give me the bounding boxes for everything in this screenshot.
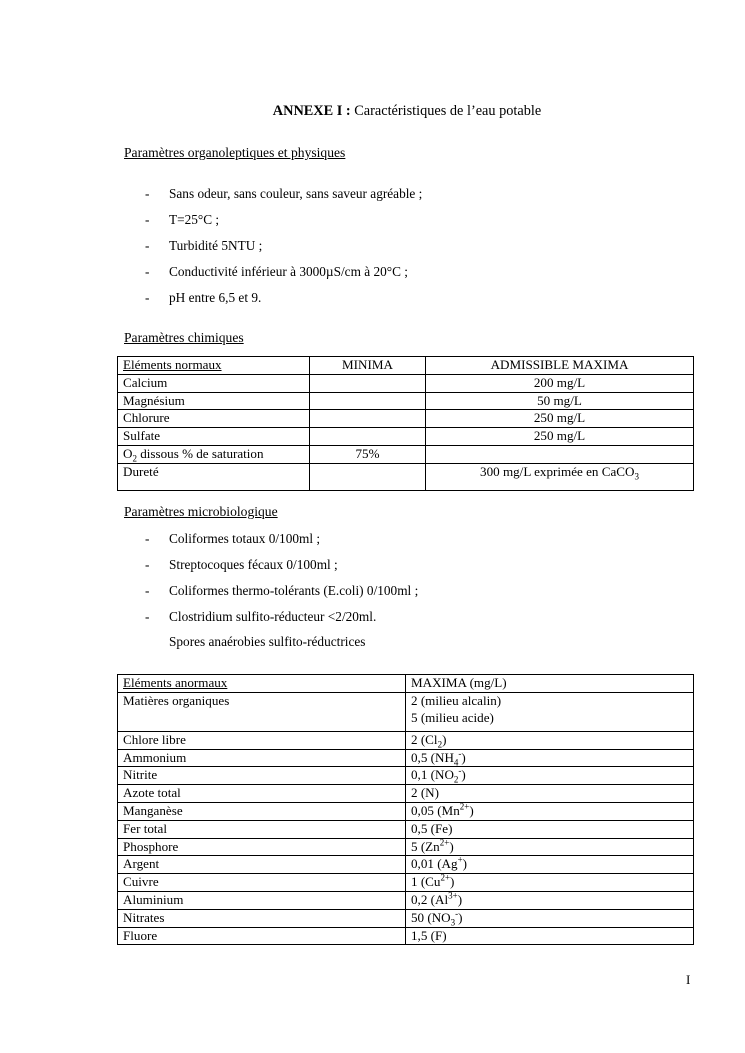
table-row: Matières organiques 2 (milieu alcalin) 5 (milieu acide) <box>118 692 694 731</box>
table-row: Cuivre 1 $(Cu^{2+})$ <box>118 874 694 892</box>
physical-list <box>145 185 422 315</box>
table-row: Nitrite 0,1 $(NO_2^-)$ <box>118 767 694 785</box>
microbio-list <box>145 530 418 634</box>
list-item: - Conductivité inférieur à 3000µS/cm à 20°C ; <box>145 264 408 279</box>
list-item: - Coliformes thermo-tolérants (E.coli) 0/100ml ; <box>145 583 419 598</box>
table-row: Chlorure 250 mg/L <box>118 410 694 428</box>
table-row: Ammonium 0,5 $(NH_4^-)$ <box>118 749 694 767</box>
page-title <box>0 103 745 120</box>
section-heading-chemical: Paramètres chimiques <box>124 330 244 345</box>
table-row: Nitrates 50 $(NO_3^-)$ <box>118 909 694 927</box>
chemical-table <box>117 356 694 491</box>
table-row: Fluore 1,5 (F) <box>118 927 694 945</box>
table-row: Magnésium 50 mg/L <box>118 392 694 410</box>
table-row: Azote total 2 (N) <box>118 785 694 803</box>
list-item: - Sans odeur, sans couleur, sans saveur agréable ; <box>145 186 423 201</box>
table-header-cell: MINIMA <box>310 357 426 375</box>
table-row: Argent 0,01 (Ag+) <box>118 856 694 874</box>
table-row: Aluminium 0,2 $(Al^{3+})$ <box>118 891 694 909</box>
list-item: - T=25°C ; <box>145 212 220 227</box>
abnormal-elements-table <box>117 674 694 945</box>
table-header-cell: Eléments normaux <box>118 357 310 375</box>
title-bold: ANNEXE I : <box>272 103 351 119</box>
list-continuation: Spores anaérobies sulfito-réductrices <box>169 634 366 649</box>
section-heading-microbio: Paramètres microbiologique <box>124 504 278 519</box>
table-row: Chlore libre 2 $(Cl_2)$ <box>118 731 694 749</box>
list-item: - pH entre 6,5 et 9. <box>145 290 262 305</box>
table-row: Calcium 200 mg/L <box>118 374 694 392</box>
list-item: - Clostridium sulfito-réducteur <2/20ml. <box>145 609 377 624</box>
section-heading-physical: Paramètres organoleptiques et physiques <box>124 145 346 160</box>
table-header-cell: Eléments anormaux <box>118 675 406 693</box>
table-row: Phosphore 5 $(Zn^{2+})$ <box>118 838 694 856</box>
table-row: Manganèse 0,05 $(Mn^{2+})$ <box>118 802 694 820</box>
table-header-cell: MAXIMA (mg/L) <box>406 675 694 693</box>
page-number: I <box>686 972 691 987</box>
table-row: Fer total 0,5 (Fe) <box>118 820 694 838</box>
table-row: Sulfate 250 mg/L <box>118 428 694 446</box>
title-rest: Caractéristiques de l’eau potable <box>350 103 542 119</box>
list-item: - Streptocoques fécaux 0/100ml ; <box>145 557 338 572</box>
list-item: - Coliformes totaux 0/100ml ; <box>145 531 321 546</box>
table-header-cell: ADMISSIBLE MAXIMA <box>426 357 694 375</box>
table-row: Dureté 300 mg/L exprimée en CaCO$_3$ <box>118 463 694 490</box>
table-header-row <box>118 675 694 693</box>
list-item: - Turbidité 5NTU ; <box>145 238 263 253</box>
table-row: $O_2$ dissous % de saturation 75% <box>118 445 694 463</box>
table-header-row <box>118 357 694 375</box>
